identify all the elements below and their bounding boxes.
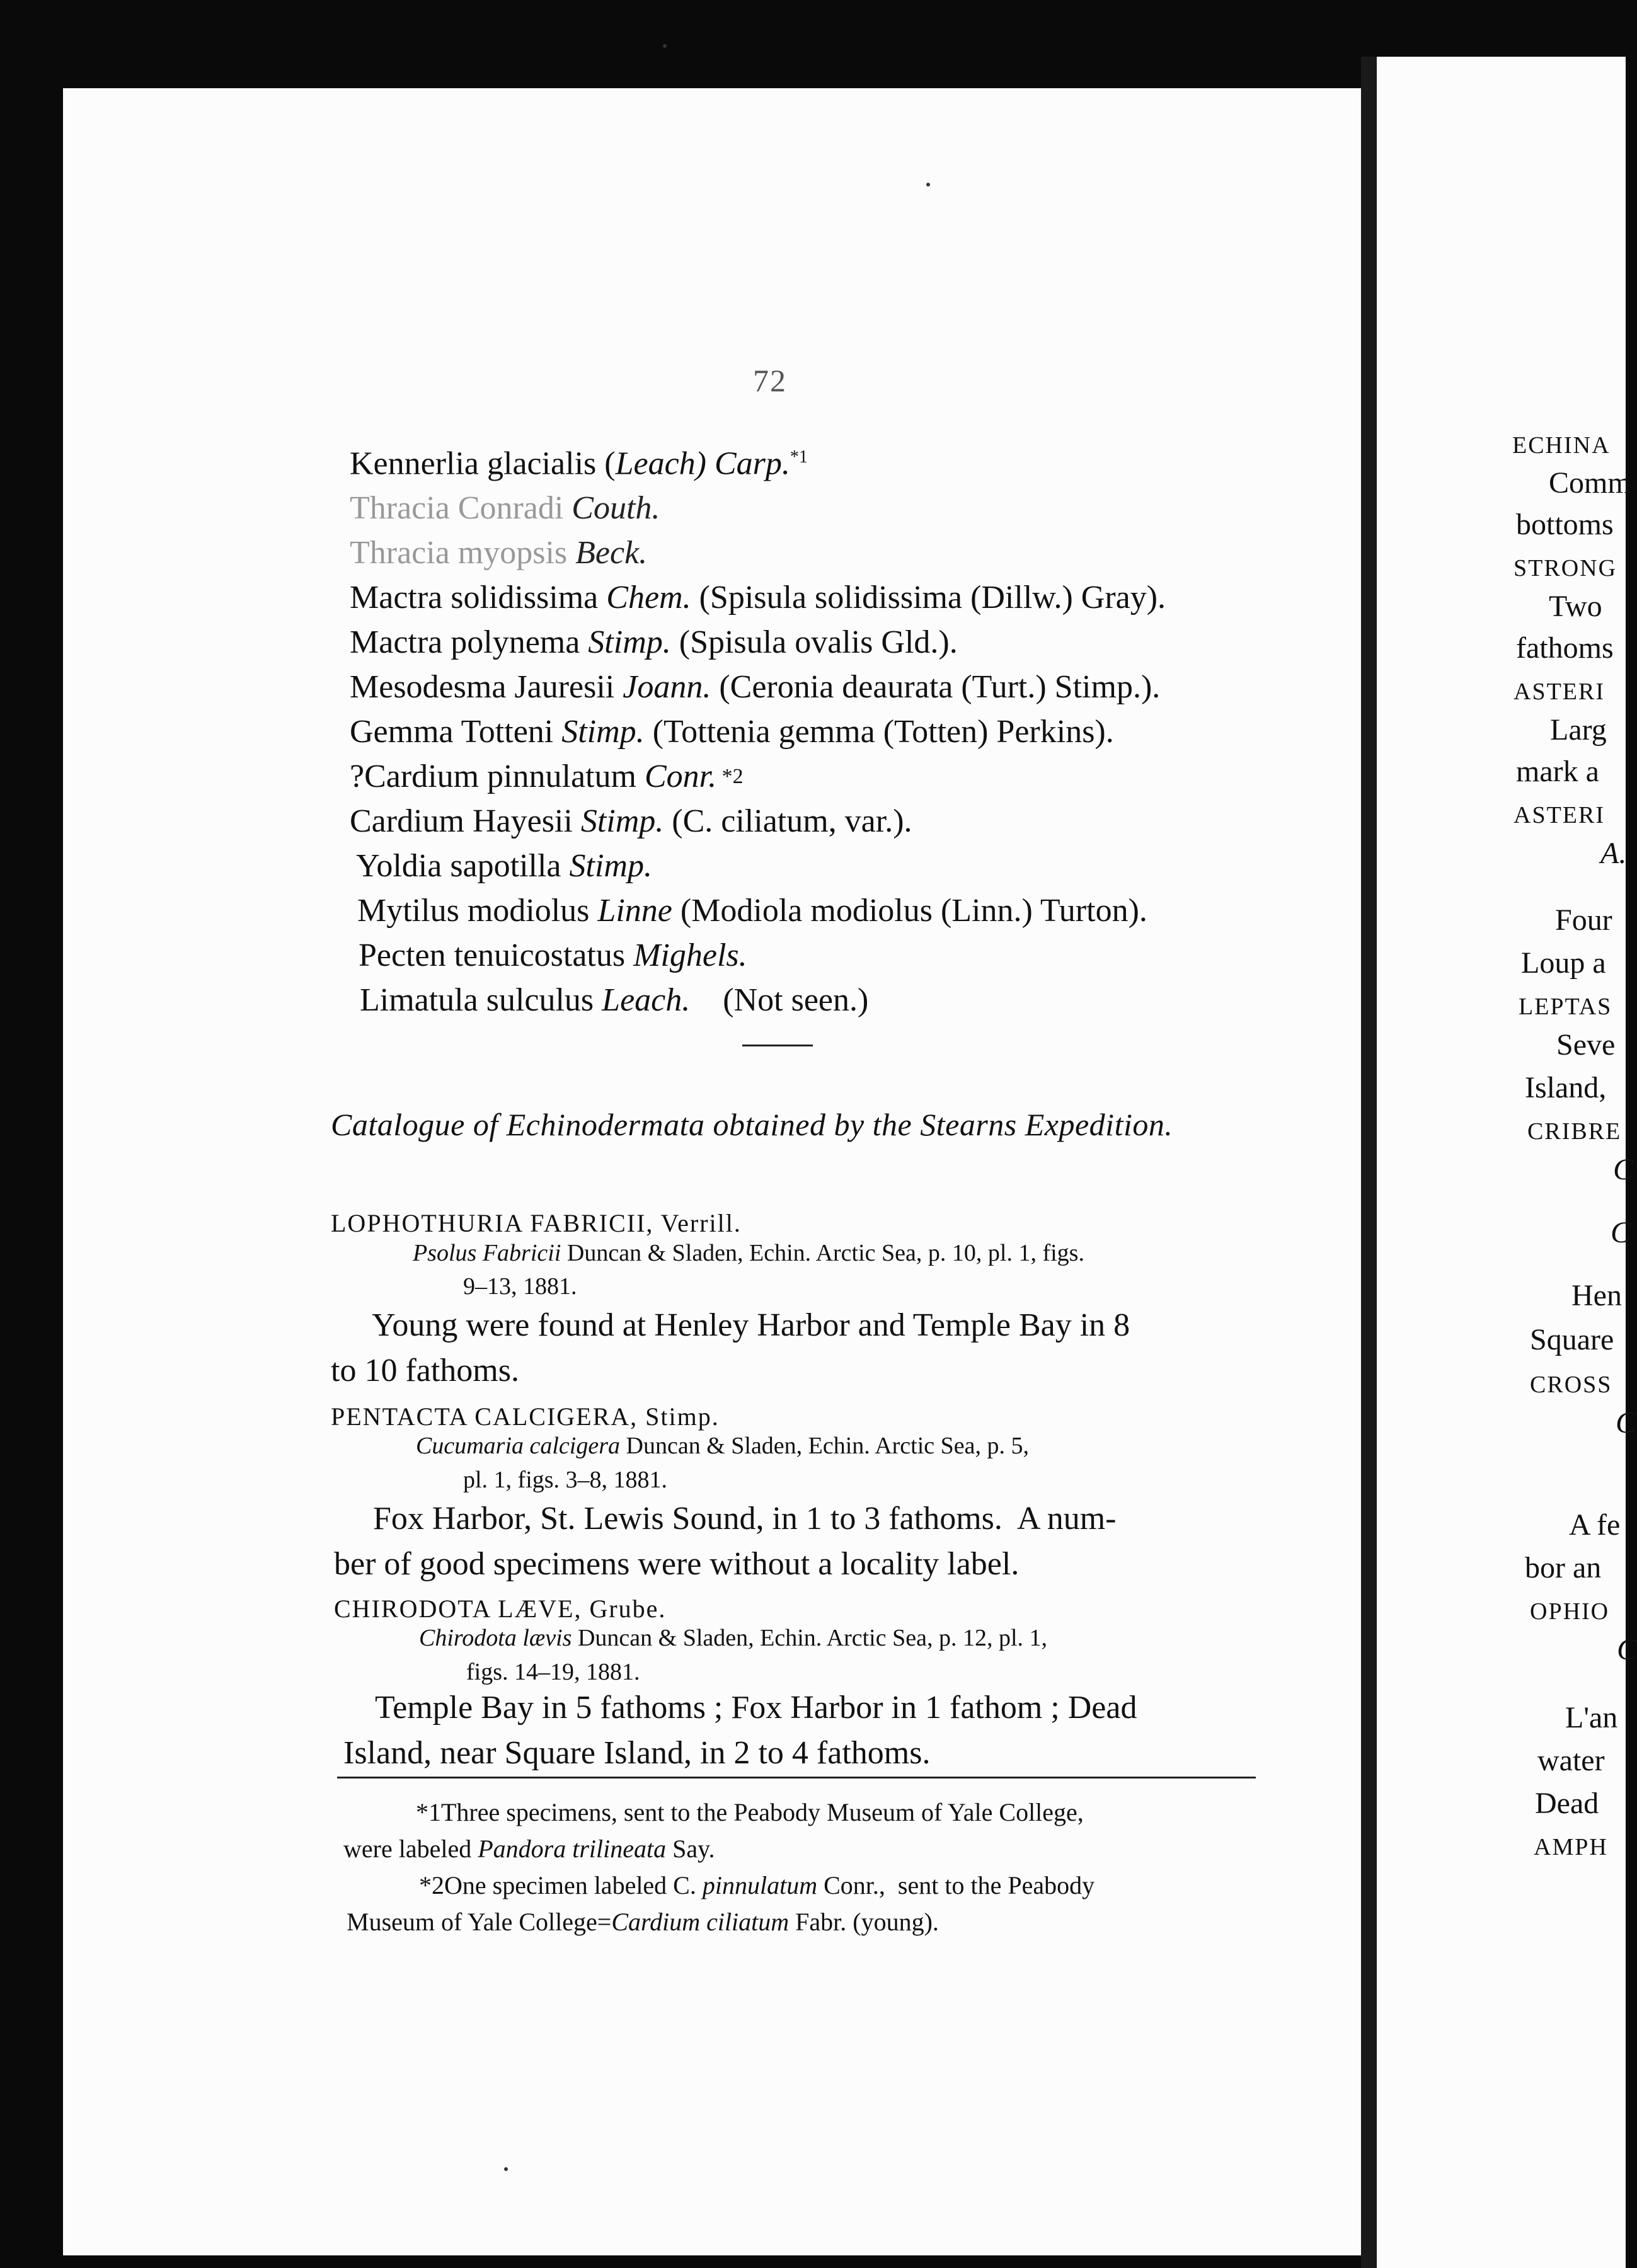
species-line: Mesodesma Jauresii Joann. (Ceronia deaurata (Turt.) Stimp.).	[350, 669, 1161, 706]
species-line: Kennerlia glacialis (Leach) Carp.$^{*1}$	[350, 445, 808, 482]
right-fragment: water	[1537, 1744, 1605, 1777]
entry-text: Fox Harbor, St. Lewis Sound, in 1 to 3 fathoms. A num-	[373, 1501, 1117, 1537]
right-fragment: ECHINA	[1512, 432, 1611, 459]
right-fragment: Dead	[1535, 1787, 1599, 1820]
right-fragment: C	[1617, 1633, 1637, 1666]
right-fragment: STRONG	[1514, 555, 1617, 581]
page-number: 72	[753, 363, 787, 398]
species-line: Cardium Hayesii Stimp. (C. ciliatum, var.).	[350, 803, 912, 840]
mollusca-list	[350, 435, 1166, 1022]
species-line: Thracia myopsis Beck.	[350, 535, 648, 571]
species-line: ?Cardium pinnulatum Conr. $^{*2}$	[350, 759, 744, 795]
footnote-2: *2One specimen labeled C. pinnulatum Conr., sent to the Peabody	[419, 1871, 1095, 1899]
entry-text: Young were found at Henley Harbor and Temple Bay in 8	[372, 1307, 1130, 1343]
entry-reference-cont: 9–13, 1881.	[463, 1273, 577, 1300]
footnote-1-cont: were labeled Pandora trilineata Say.	[343, 1835, 715, 1863]
species-line: Yoldia sapotilla Stimp.	[356, 848, 652, 885]
entry-reference-cont: figs. 14–19, 1881.	[466, 1659, 640, 1685]
entry-reference: Psolus Fabricii Duncan & Sladen, Echin. Arctic Sea, p. 10, pl. 1, figs.	[413, 1240, 1084, 1266]
right-fragment: C	[1613, 1153, 1634, 1186]
right-fragment: C	[1611, 1216, 1631, 1249]
right-fragment: CROSS	[1530, 1372, 1612, 1398]
entry-text: ber of good specimens were without a locality label.	[334, 1546, 1020, 1582]
footnote-rule	[337, 1777, 1256, 1778]
right-fragment: Two	[1549, 590, 1602, 623]
right-fragment: fathoms	[1516, 631, 1614, 665]
entry-reference-cont: pl. 1, figs. 3–8, 1881.	[463, 1467, 668, 1493]
right-fragment: AMPH	[1534, 1834, 1608, 1860]
right-fragment: Larg	[1550, 713, 1607, 747]
right-fragment: Seve	[1556, 1028, 1616, 1062]
scan-speck	[663, 44, 667, 48]
right-fragment: ASTERI	[1514, 679, 1605, 705]
species-line: Mactra polynema Stimp. (Spisula ovalis Gld.).	[350, 624, 958, 661]
right-fragment: Four	[1555, 903, 1612, 937]
species-line: Mactra solidissima Chem. (Spisula solidissima (Dillw.) Gray).	[350, 580, 1166, 616]
right-fragment: A.	[1600, 837, 1627, 870]
right-fragment: LEPTAS	[1519, 994, 1612, 1020]
right-fragment: Island,	[1525, 1071, 1607, 1104]
right-fragment: CRIBRE	[1527, 1118, 1622, 1145]
right-fragment: C	[1616, 1406, 1636, 1440]
entry-heading: PENTACTA CALCIGERA, Stimp.	[331, 1402, 720, 1431]
entry-text: to 10 fathoms.	[331, 1353, 519, 1389]
species-line: Mytilus modiolus Linne (Modiola modiolus (Linn.) Turton).	[357, 893, 1147, 929]
right-fragment: Loup a	[1521, 946, 1606, 980]
species-line: Thracia Conradi Couth.	[350, 490, 660, 527]
right-fragment: bor an	[1525, 1551, 1602, 1584]
book-gutter	[1361, 57, 1377, 2268]
right-fragment: L'an	[1565, 1701, 1618, 1734]
entry-reference: Chirodota lævis Duncan & Sladen, Echin. Arctic Sea, p. 12, pl. 1,	[419, 1625, 1048, 1651]
species-line: Pecten tenuicostatus Mighels.	[359, 937, 747, 974]
right-fragment: ASTERI	[1514, 802, 1605, 828]
right-fragment: Square	[1530, 1323, 1614, 1356]
right-fragment: A fe	[1569, 1508, 1621, 1542]
entry-reference: Cucumaria calcigera Duncan & Sladen, Echin. Arctic Sea, p. 5,	[416, 1433, 1030, 1459]
scan-speck	[926, 183, 930, 186]
right-fragment: bottoms	[1516, 508, 1614, 541]
entry-heading: CHIRODOTA LÆVE, Grube.	[334, 1595, 667, 1623]
right-page	[1377, 57, 1626, 2268]
right-fragment: OPHIO	[1530, 1598, 1610, 1625]
right-fragment: Hen	[1571, 1279, 1622, 1312]
entry-text: Temple Bay in 5 fathoms ; Fox Harbor in 1 fathom ; Dead	[375, 1690, 1137, 1726]
entry-heading: LOPHOTHURIA FABRICII, Verrill.	[331, 1209, 742, 1237]
species-line: Limatula sulculus Leach. (Not seen.)	[360, 982, 869, 1019]
scan-speck	[504, 2167, 508, 2171]
footnote-1: *1Three specimens, sent to the Peabody Museum of Yale College,	[416, 1798, 1084, 1826]
right-fragment: mark a	[1516, 755, 1599, 788]
species-line: Gemma Totteni Stimp. (Tottenia gemma (Totten) Perkins).	[350, 714, 1114, 750]
footnote-2-cont: Museum of Yale College=Cardium ciliatum Fabr. (young).	[347, 1908, 939, 1936]
right-fragment: Comm	[1549, 466, 1631, 500]
entry-text: Island, near Square Island, in 2 to 4 fathoms.	[343, 1735, 931, 1771]
section-divider	[742, 1045, 813, 1046]
catalogue-caption: Catalogue of Echinodermata obtained by the Stearns Expedition.	[331, 1107, 1173, 1142]
